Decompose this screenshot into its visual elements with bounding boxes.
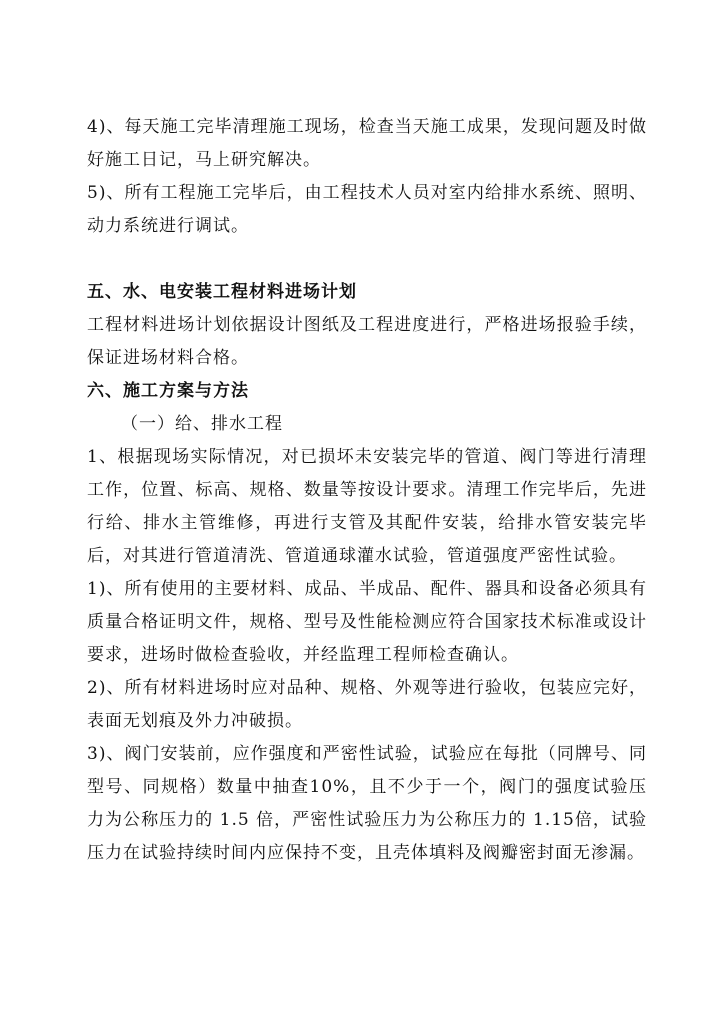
paragraph-item-5: 5)、所有工程施工完毕后，由工程技术人员对室内给排水系统、照明、动力系统进行调试。: [87, 183, 647, 236]
document-body: [87, 111, 647, 870]
subsection-1-heading: （一）给、排水工程: [121, 414, 283, 434]
section-6-heading: 六、施工方案与方法: [87, 381, 249, 401]
section-5-body: 工程材料进场计划依据设计图纸及工程进度进行，严格进场报验手续，保证进场材料合格。: [87, 315, 647, 368]
section-5-heading: 五、水、电安装工程材料进场计划: [87, 282, 357, 302]
paragraph-sub-2: 2)、所有材料进场时应对品种、规格、外观等进行验收，包装应完好，表面无划痕及外力冲破损。: [87, 678, 647, 731]
section-spacer: [87, 243, 647, 276]
paragraph-sub-1: 1)、所有使用的主要材料、成品、半成品、配件、器具和设备必须具有质量合格证明文件，规格、型号及性能检测应符合国家技术标准或设计要求，进场时做检查验收，并经监理工程师检查确认。: [87, 579, 647, 665]
paragraph-sub-3: 3)、阀门安装前，应作强度和严密性试验，试验应在每批（同牌号、同型号、同规格）数量中抽查10%，且不少于一个，阀门的强度试验压力为公称压力的 1.5 倍，严密性试验压力为公称压力的 1.15倍，试验压力在试验持续时间内应保持不变，且壳体填料及阀瓣密封面无渗漏。: [87, 744, 647, 863]
paragraph-point-1: 1、根据现场实际情况，对已损坏未安装完毕的管道、阀门等进行清理工作，位置、标高、规格、数量等按设计要求。清理工作完毕后，先进行给、排水主管维修，再进行支管及其配件安装，给排水管安装完毕后，对其进行管道清洗、管道通球灌水试验，管道强度严密性试验。: [87, 447, 647, 566]
paragraph-item-4: 4)、每天施工完毕清理施工现场，检查当天施工成果，发现问题及时做好施工日记，马上研究解决。: [87, 117, 647, 170]
